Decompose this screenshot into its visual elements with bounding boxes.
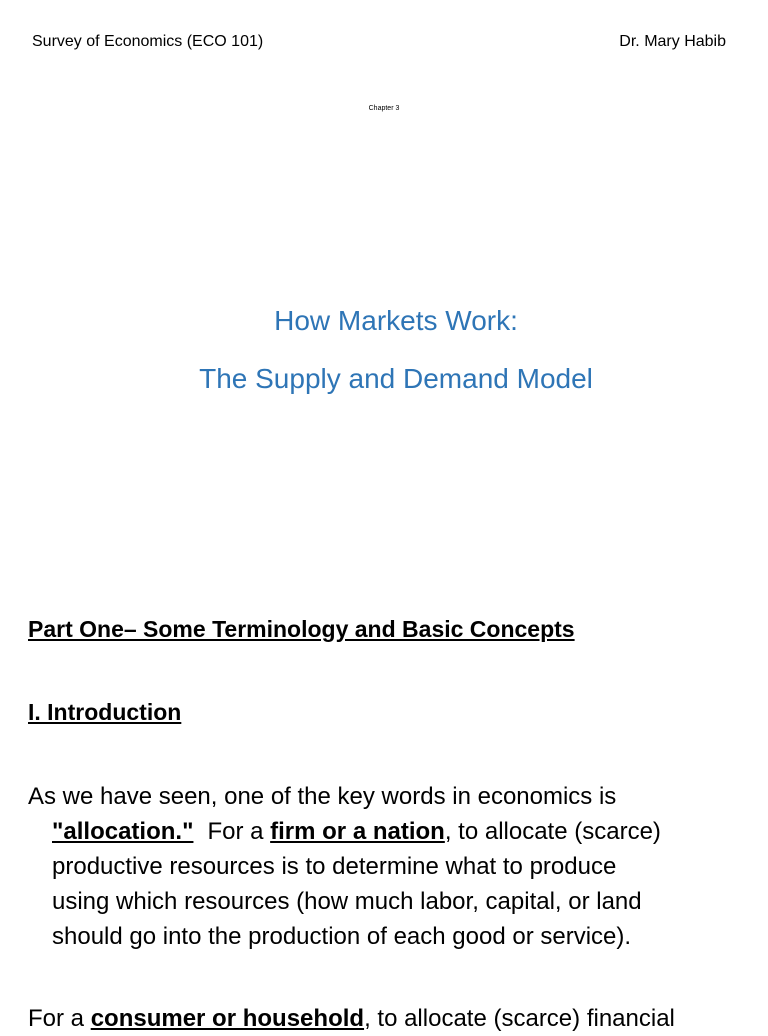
para2-tail: , to allocate (scarce) financial [364,1005,675,1032]
course-header: Survey of Economics (ECO 101) [32,33,264,50]
para1-lead: As we have seen, one of the key words in economics is [28,783,617,810]
para1-text-b: , to allocate (scarce) [444,818,661,845]
instructor-header: Dr. Mary Habib [619,33,726,50]
intro-paragraph [28,779,768,954]
allocation-term: "allocation." [52,818,194,845]
firm-or-nation-term: firm or a nation [270,818,445,845]
para1-text-a: For a [207,818,264,845]
consumer-household-term: consumer or household [90,1005,365,1032]
chapter-label: Chapter 3 [368,105,400,112]
part-heading: Part One– Some Terminology and Basic Concepts [28,616,575,642]
para1-line4: using which resources (how much labor, capital, or land [52,888,642,915]
section-heading: I. Introduction [28,699,182,725]
title-line-1: How Markets Work: [274,305,518,336]
para1-line5: should go into the production of each good or service). [52,923,632,950]
title-line-2: The Supply and Demand Model [199,363,593,394]
consumer-paragraph [28,1001,768,1036]
para1-line3: productive resources is to determine what to produce [52,853,617,880]
para2-lead: For a [28,1005,85,1032]
